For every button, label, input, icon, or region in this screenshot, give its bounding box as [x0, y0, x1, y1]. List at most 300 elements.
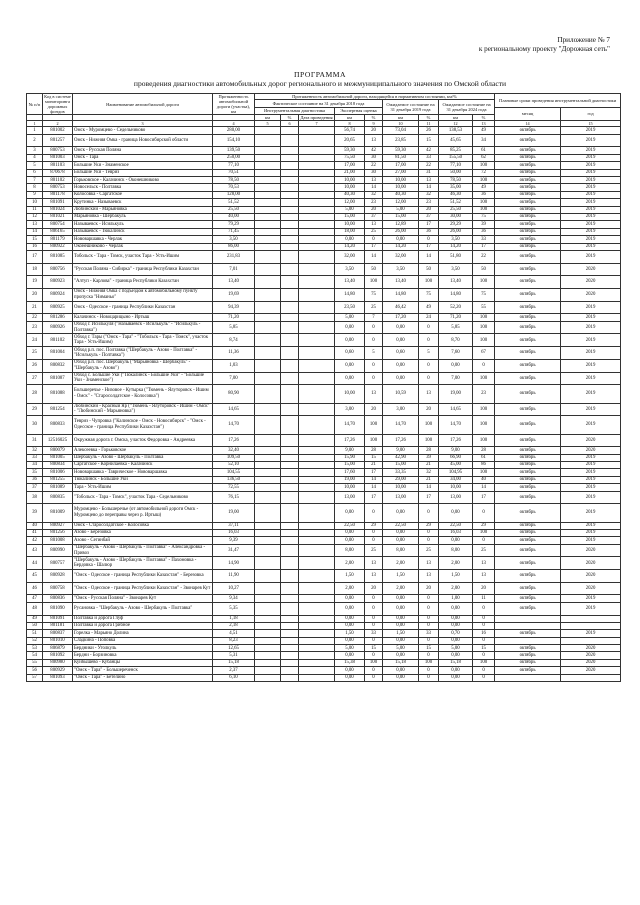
table-row: [27, 652, 621, 659]
table-cell: 0,00: [335, 321, 365, 334]
table-cell: [255, 206, 281, 213]
table-cell: 800079: [43, 447, 73, 454]
table-cell: [281, 250, 299, 263]
table-cell: 9,00: [383, 447, 419, 454]
table-cell: 50: [27, 622, 43, 629]
table-cell: 801255: [43, 476, 73, 483]
table-cell: 8: [27, 184, 43, 191]
table-cell: октябрь: [495, 529, 561, 536]
table-cell: 2019: [561, 236, 621, 243]
table-cell: 28: [365, 447, 383, 454]
table-cell: 21: [27, 301, 43, 314]
table-cell: 12,65: [213, 645, 255, 652]
table-cell: 13: [365, 221, 383, 228]
table-row: [27, 228, 621, 235]
table-cell: [255, 447, 281, 454]
table-cell: 36: [27, 476, 43, 483]
table-cell: 0,00: [335, 652, 365, 659]
table-cell: 0,00: [383, 359, 419, 372]
table-cell: 2020: [561, 582, 621, 595]
table-cell: 801002: [43, 127, 73, 134]
table-cell: 3,00: [383, 403, 419, 416]
table-cell: 13,00: [439, 491, 473, 504]
table-cell: [299, 667, 335, 674]
table-cell: 1,50: [383, 570, 419, 583]
table-cell: 1,50: [383, 630, 419, 637]
table-cell: 25: [365, 544, 383, 557]
table-cell: 79,29: [213, 221, 255, 228]
table-cell: [255, 529, 281, 536]
table-cell: октябрь: [495, 557, 561, 570]
table-cell: 0,00: [383, 372, 419, 385]
header-instrumental: Инструментальная диагностика: [255, 107, 335, 115]
table-cell: 0: [473, 359, 495, 372]
table-cell: [299, 199, 335, 206]
table-cell: [255, 630, 281, 637]
table-cell: 22: [473, 250, 495, 263]
table-cell: "Шербакуль - Азово - Шербакуль - Полтавка" - Пахомовка - Бердовка - Шалюр: [73, 557, 213, 570]
table-cell: 14: [365, 184, 383, 191]
table-cell: 28: [419, 447, 439, 454]
table-cell: [299, 162, 335, 169]
header-plan: Плановые сроки проведения инструментальной диагностики: [495, 94, 621, 108]
table-cell: [299, 645, 335, 652]
column-index-cell: 14: [495, 121, 561, 127]
table-cell: 5,00: [335, 645, 365, 652]
table-cell: [281, 469, 299, 476]
table-row: [27, 301, 621, 314]
table-cell: 40,30: [335, 191, 365, 198]
table-cell: 17: [27, 250, 43, 263]
table-cell: Полтавка и дорога Грибное: [73, 622, 213, 629]
table-cell: 21: [419, 476, 439, 483]
table-cell: 100: [365, 434, 383, 447]
table-cell: 2019: [561, 529, 621, 536]
table-cell: 20: [365, 127, 383, 134]
table-cell: [281, 199, 299, 206]
table-cell: Тевриз - Чупровка ("Калинское - Омск - Новосибирск" - "Омск - Одесское - граница Республики Казахстан"): [73, 416, 213, 434]
table-cell: 12,89: [383, 221, 419, 228]
table-cell: октябрь: [495, 602, 561, 615]
table-cell: 0: [365, 595, 383, 602]
table-cell: 13,00: [383, 491, 419, 504]
table-cell: 801254: [43, 403, 73, 416]
table-cell: [299, 504, 335, 522]
table-cell: 14,80: [439, 289, 473, 302]
table-row: [27, 221, 621, 228]
table-cell: 32: [419, 191, 439, 198]
table-cell: Бердни - Борзиновка: [73, 652, 213, 659]
table-cell: 2019: [561, 127, 621, 134]
table-cell: [255, 557, 281, 570]
table-cell: 5: [27, 162, 43, 169]
table-cell: [281, 454, 299, 461]
table-cell: 30: [365, 154, 383, 161]
table-cell: октябрь: [495, 434, 561, 447]
table-cell: 22,50: [383, 522, 419, 529]
table-row: [27, 630, 621, 637]
table-cell: 100: [473, 162, 495, 169]
table-cell: [255, 403, 281, 416]
table-cell: 31: [27, 434, 43, 447]
table-cell: 801087: [43, 372, 73, 385]
table-cell: [255, 434, 281, 447]
table-cell: [299, 314, 335, 321]
table-cell: "Омск - Одесское - граница Республики Казахстан" - Березовка: [73, 570, 213, 583]
table-cell: 39: [419, 454, 439, 461]
table-cell: 0: [365, 652, 383, 659]
table-cell: 3,50: [439, 236, 473, 243]
table-cell: 13: [27, 221, 43, 228]
table-cell: Омск - Нижняя Омка с подъездом к автомобильному пункту пропуска "Ниманьо": [73, 289, 213, 302]
table-row: [27, 169, 621, 176]
table-cell: 155,50: [439, 154, 473, 161]
table-cell: 100: [473, 403, 495, 416]
table-cell: Бердники - Уголкуль: [73, 645, 213, 652]
table-cell: [299, 250, 335, 263]
table-cell: 15,18: [439, 659, 473, 666]
table-row: [27, 347, 621, 360]
table-cell: 25,50: [213, 206, 255, 213]
table-cell: 15,38: [335, 659, 365, 666]
table-cell: 0,00: [439, 537, 473, 544]
table-cell: 11: [473, 595, 495, 602]
table-cell: [299, 228, 335, 235]
table-cell: 801089: [43, 484, 73, 491]
table-cell: октябрь: [495, 504, 561, 522]
table-cell: 36: [473, 228, 495, 235]
table-cell: [299, 637, 335, 644]
table-row: [27, 602, 621, 615]
table-cell: Саргатское - Корнилаевка - Калачинск: [73, 461, 213, 468]
table-cell: октябрь: [495, 321, 561, 334]
table-cell: [299, 582, 335, 595]
table-cell: 33,35: [383, 469, 419, 476]
table-cell: "Омск - Тара" - Бетелино: [73, 674, 213, 681]
table-cell: 23,50: [335, 301, 365, 314]
table-row: [27, 434, 621, 447]
table-row: [27, 622, 621, 629]
table-cell: 81,50: [383, 154, 419, 161]
table-cell: 14,70: [383, 416, 419, 434]
table-cell: 14,70: [335, 416, 365, 434]
table-cell: 0,00: [439, 637, 473, 644]
table-cell: октябрь: [495, 154, 561, 161]
header-year: год: [561, 107, 621, 121]
table-cell: [281, 491, 299, 504]
table-cell: 100: [473, 314, 495, 321]
table-cell: 2019: [561, 250, 621, 263]
table-cell: [281, 214, 299, 221]
table-cell: [255, 674, 281, 681]
table-cell: 13: [365, 557, 383, 570]
table-cell: Азово - Березовка: [73, 529, 213, 536]
table-cell: [281, 263, 299, 276]
table-cell: Называевск - Исилькуль: [73, 221, 213, 228]
table-cell: 20: [365, 206, 383, 213]
table-cell: [281, 321, 299, 334]
table-cell: 800924: [43, 289, 73, 302]
table-cell: 46,42: [383, 301, 419, 314]
table-cell: 3,00: [335, 403, 365, 416]
table-cell: 13,00: [335, 491, 365, 504]
table-cell: [255, 570, 281, 583]
table-cell: 800929: [43, 667, 73, 674]
table-cell: 800837: [43, 630, 73, 637]
table-cell: [255, 491, 281, 504]
table-cell: 14: [473, 484, 495, 491]
table-cell: 77,10: [213, 162, 255, 169]
table-cell: 8,70: [439, 334, 473, 347]
table-row: [27, 243, 621, 250]
table-cell: 16,03: [213, 529, 255, 536]
table-cell: [255, 615, 281, 622]
table-row: [27, 236, 621, 243]
table-cell: 801092: [43, 652, 73, 659]
table-cell: 50: [365, 263, 383, 276]
table-cell: 2019: [561, 301, 621, 314]
table-cell: "Русская Поляна - Сибирка" - граница Республики Казахстан: [73, 263, 213, 276]
table-cell: 100: [419, 434, 439, 447]
table-cell: 801085: [43, 250, 73, 263]
table-cell: 13: [365, 570, 383, 583]
table-cell: 0,00: [439, 674, 473, 681]
table-cell: 27,00: [383, 169, 419, 176]
table-cell: 3,50: [213, 236, 255, 243]
table-cell: 800756: [43, 263, 73, 276]
table-cell: 801102: [43, 334, 73, 347]
table-cell: 15: [365, 645, 383, 652]
table-cell: [255, 484, 281, 491]
table-cell: 19,00: [335, 476, 365, 483]
table-cell: 0: [365, 529, 383, 536]
table-cell: 10,00: [335, 177, 365, 184]
table-cell: 11: [27, 206, 43, 213]
table-cell: октябрь: [495, 582, 561, 595]
table-row: [27, 359, 621, 372]
appendix-line-2: к региональному проекту "Дорожная сеть": [478, 45, 610, 53]
table-cell: 15,18: [383, 659, 419, 666]
table-cell: 100: [473, 334, 495, 347]
table-cell: 2019: [561, 347, 621, 360]
table-cell: октябрь: [495, 544, 561, 557]
table-cell: 15,00: [335, 461, 365, 468]
table-cell: 13: [419, 557, 439, 570]
table-cell: [299, 334, 335, 347]
table-cell: 51,52: [439, 199, 473, 206]
table-cell: 56,74: [335, 127, 365, 134]
table-cell: [255, 476, 281, 483]
header-instr-km: км: [255, 115, 281, 121]
table-cell: 800832: [43, 359, 73, 372]
table-cell: 14,90: [213, 557, 255, 570]
table-cell: [255, 177, 281, 184]
table-cell: октябрь: [495, 659, 561, 666]
table-cell: [299, 447, 335, 454]
table-cell: [299, 602, 335, 615]
table-cell: 17,26: [439, 434, 473, 447]
table-cell: [281, 403, 299, 416]
table-cell: 49: [419, 301, 439, 314]
table-cell: 42: [27, 537, 43, 544]
table-cell: Обход с. Большие Уки ("Тюкалинск - Большие Уки" - "Большие Уки - Знаменское"): [73, 372, 213, 385]
table-cell: 2019: [561, 154, 621, 161]
table-cell: октябрь: [495, 314, 561, 321]
table-cell: 800835: [43, 491, 73, 504]
table-cell: Калачинск - Новоцарицыно - Иртыш: [73, 314, 213, 321]
table-cell: 5,00: [439, 645, 473, 652]
table-cell: 25: [365, 228, 383, 235]
table-cell: [299, 289, 335, 302]
table-cell: 25,50: [439, 206, 473, 213]
table-cell: 28: [473, 447, 495, 454]
table-cell: 0: [419, 667, 439, 674]
table-cell: 62: [473, 154, 495, 161]
table-cell: 0: [419, 236, 439, 243]
table-cell: 15: [365, 454, 383, 461]
table-cell: 51,52: [213, 199, 255, 206]
table-cell: [281, 385, 299, 403]
table-cell: 8,00: [439, 544, 473, 557]
table-cell: 2: [27, 134, 43, 147]
table-cell: 8,23: [213, 637, 255, 644]
table-cell: [255, 602, 281, 615]
table-cell: 0: [419, 321, 439, 334]
table-cell: Обход г. Исилькуля ("Называевск - Исилькуль" - "Исилькуль - Полтавка"): [73, 321, 213, 334]
table-cell: 2019: [561, 162, 621, 169]
table-cell: 50: [473, 263, 495, 276]
table-cell: Алексеевка - Горьковское: [73, 447, 213, 454]
table-cell: 6: [27, 169, 43, 176]
table-cell: Обход р.п. пос. Полтавка ("Шербакуль - Азово - Полтавка" - "Исилькуль - Полтавка"): [73, 347, 213, 360]
table-cell: октябрь: [495, 263, 561, 276]
table-cell: 22: [27, 314, 43, 321]
table-cell: [255, 537, 281, 544]
table-cell: [281, 191, 299, 198]
table-cell: 100: [473, 321, 495, 334]
table-cell: 50,00: [439, 169, 473, 176]
table-cell: [299, 454, 335, 461]
table-cell: 2,00: [335, 557, 365, 570]
table-cell: 0: [473, 615, 495, 622]
table-cell: 801103: [43, 162, 73, 169]
table-cell: 0,00: [335, 622, 365, 629]
table-cell: [561, 622, 621, 629]
table-cell: 0: [419, 359, 439, 372]
table-cell: [299, 147, 335, 154]
table-cell: 17,60: [335, 469, 365, 476]
table-cell: Омск - Русская Поляна: [73, 147, 213, 154]
table-cell: 14,65: [213, 403, 255, 416]
table-cell: 33: [473, 236, 495, 243]
table-row: [27, 154, 621, 161]
table-cell: Большеречье - Низовое - Кутырка ("Тюмень - Ялуторовск - Ишим - Омск" - "Старосолдатское - Колосовка"): [73, 385, 213, 403]
table-cell: [299, 177, 335, 184]
table-cell: 16,03: [439, 529, 473, 536]
table-row: [27, 191, 621, 198]
table-cell: [255, 263, 281, 276]
table-cell: 2019: [561, 372, 621, 385]
table-cell: 39: [27, 504, 43, 522]
table-cell: [281, 301, 299, 314]
table-cell: 14,80: [335, 289, 365, 302]
table-cell: 20: [419, 403, 439, 416]
table-cell: 0: [419, 537, 439, 544]
table-cell: [281, 169, 299, 176]
table-row: [27, 484, 621, 491]
table-cell: 0: [365, 637, 383, 644]
table-cell: 86,00: [213, 243, 255, 250]
table-row: [27, 659, 621, 666]
table-cell: октябрь: [495, 595, 561, 602]
table-cell: 1,50: [335, 570, 365, 583]
table-cell: 800928: [43, 570, 73, 583]
table-cell: 12: [27, 214, 43, 221]
table-cell: 100: [473, 434, 495, 447]
header-instr-date: Дата проведения: [300, 115, 333, 120]
table-cell: 11,90: [213, 570, 255, 583]
table-cell: 800753: [43, 184, 73, 191]
table-cell: Муромцево - Большеречье (от автомобильной дороги Омск - Муромцево до переправы через р. Иртыш): [73, 504, 213, 522]
table-cell: [281, 537, 299, 544]
table-cell: октябрь: [495, 347, 561, 360]
table-cell: 49: [473, 127, 495, 134]
table-row: [27, 615, 621, 622]
table-row: [27, 314, 621, 321]
table-cell: Называевск - Тюкалинск: [73, 228, 213, 235]
table-cell: Омск - Нижняя Омка - граница Новосибирской области: [73, 134, 213, 147]
table-cell: 22,50: [335, 522, 365, 529]
table-cell: 78,50: [439, 177, 473, 184]
table-cell: 16: [473, 630, 495, 637]
table-cell: [255, 659, 281, 666]
table-cell: октябрь: [495, 134, 561, 147]
table-cell: октябрь: [495, 177, 561, 184]
header-condition-group: Протяженность автомобильной дороги, находящейся в нормативном состоянии, км/%: [255, 94, 495, 100]
table-cell: 26,00: [439, 228, 473, 235]
table-row: [27, 403, 621, 416]
table-cell: Новосельск - Полтавка: [73, 184, 213, 191]
table-cell: 2019: [561, 454, 621, 461]
table-cell: 2019: [561, 169, 621, 176]
table-cell: 14,65: [439, 403, 473, 416]
table-cell: [299, 321, 335, 334]
table-cell: 29: [419, 522, 439, 529]
table-cell: 45,00: [439, 461, 473, 468]
table-cell: [281, 184, 299, 191]
table-cell: [281, 595, 299, 602]
table-cell: 12516025: [43, 434, 73, 447]
table-cell: 66,90: [439, 454, 473, 461]
table-cell: 0,00: [383, 529, 419, 536]
table-cell: 67: [473, 347, 495, 360]
table-cell: 0: [365, 537, 383, 544]
table-cell: 0: [419, 602, 439, 615]
table-cell: 35,00: [439, 184, 473, 191]
table-cell: Колосовка - Саргатское: [73, 191, 213, 198]
table-cell: 36: [419, 228, 439, 235]
table-cell: 72: [473, 169, 495, 176]
table-cell: 77,10: [439, 162, 473, 169]
header-length: Протяженность автомобильной дороги (участка), км: [213, 94, 255, 115]
appendix-line-1: Приложение № 7: [557, 36, 610, 44]
table-cell: [299, 652, 335, 659]
table-cell: октябрь: [495, 403, 561, 416]
table-cell: октябрь: [495, 469, 561, 476]
table-cell: 7,00: [439, 372, 473, 385]
table-cell: [299, 476, 335, 483]
title-line-1: ПРОГРАММА: [294, 70, 346, 79]
